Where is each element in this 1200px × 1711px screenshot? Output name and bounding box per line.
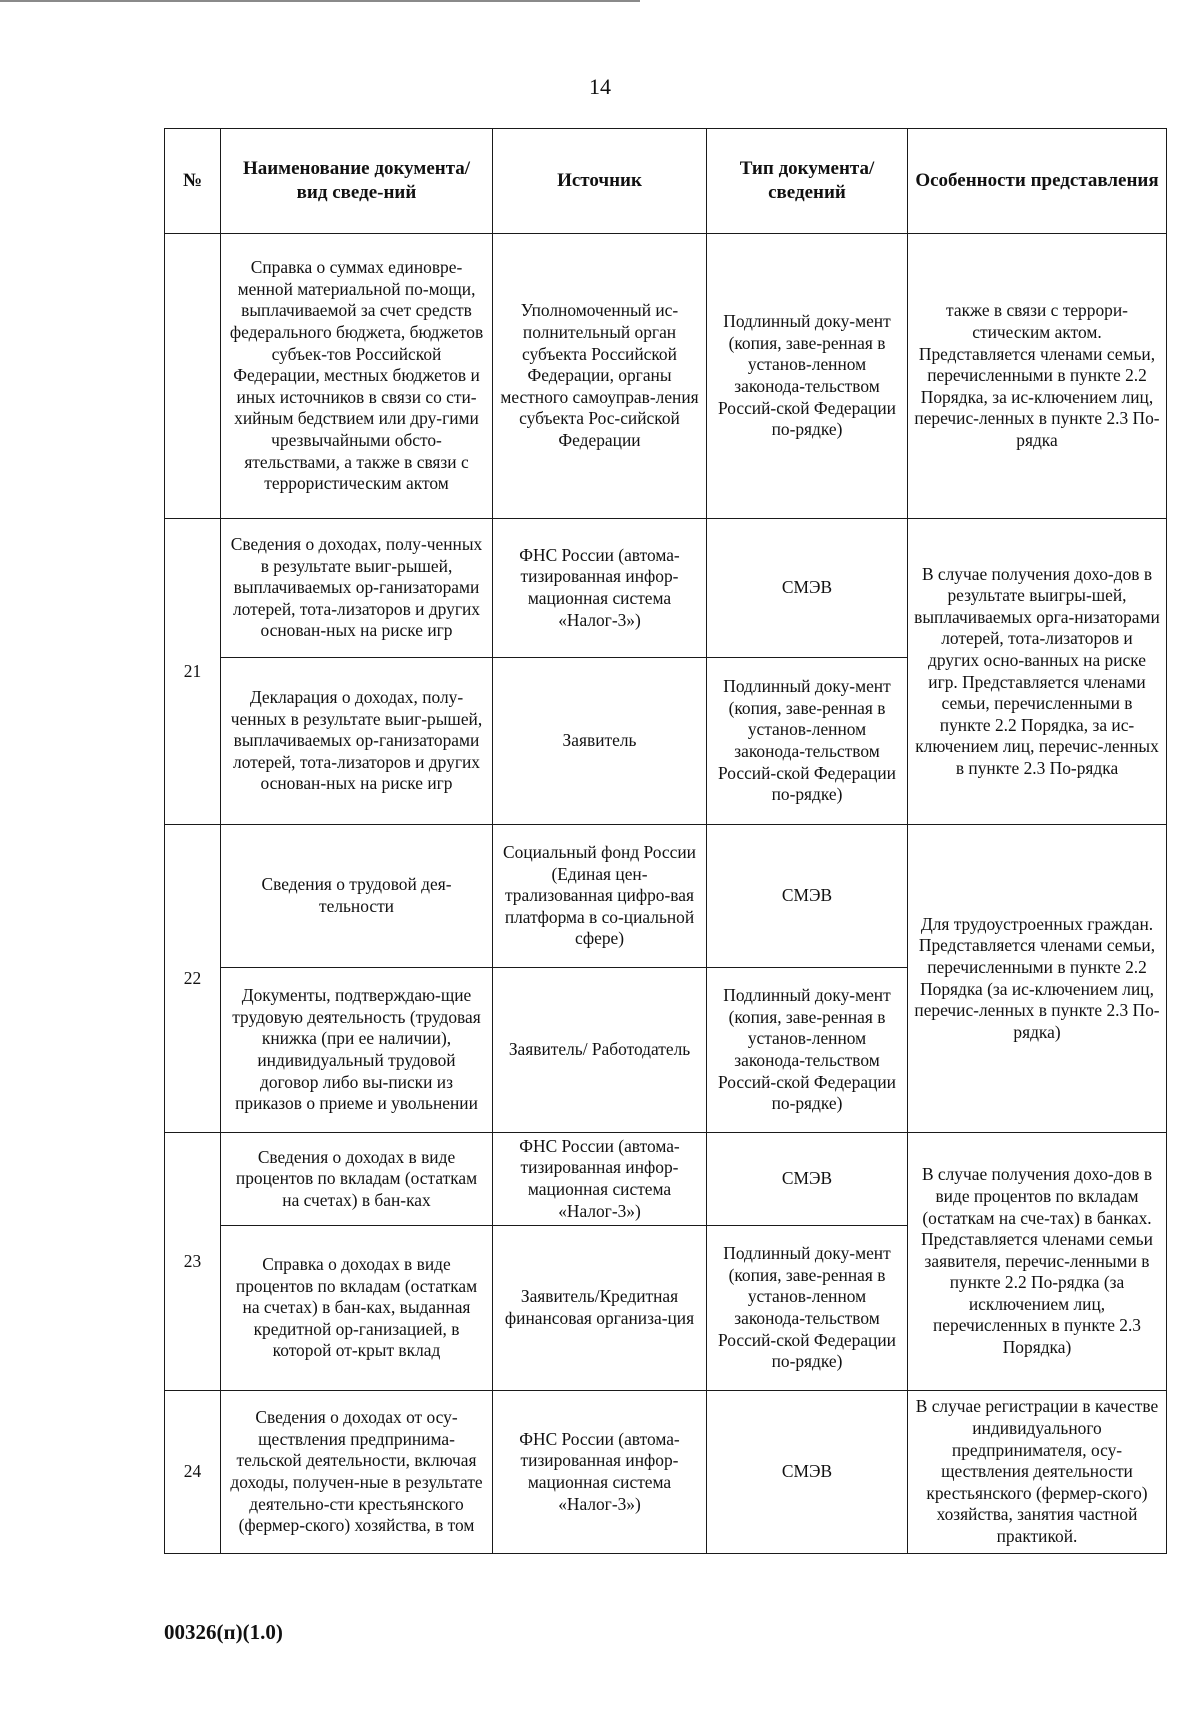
source-cell: Заявитель xyxy=(493,658,707,825)
document-type-cell: Подлинный доку-мент (копия, заве-ренная в установ-ленном законода-тельством Россий-ской Федерации по-рядке) xyxy=(707,1226,908,1391)
document-name-cell: Сведения о доходах от осу-ществления предпринима-тельской деятельности, включая доходы, получен-ные в результате деятельно-сти крестьянского (фермер-ского) хозяйства, в том xyxy=(221,1391,493,1554)
document-name-cell: Декларация о доходах, полу-ченных в результате выиг-рышей, выплачиваемых ор-ганизаторами лотерей, тота-лизаторов и других основан-ных на риске игр xyxy=(221,658,493,825)
table-header-row xyxy=(165,129,1167,234)
row-number-cell: 21 xyxy=(165,519,221,825)
source-cell: ФНС России (автома-тизированная инфор-мационная система «Налог-3») xyxy=(493,519,707,658)
features-cell: В случае получения дохо-дов в результате выигры-шей, выплачиваемых орга-низаторами лотерей, тота-лизаторов и других осно-ванных на риске игр. Представляется членами семьи, перечисленными в пункте 2.2 Порядка, за ис-ключением лиц, перечис-ленных в пункте 2.3 По-рядка xyxy=(908,519,1167,825)
table-row xyxy=(165,1391,1167,1554)
source-cell: ФНС России (автома-тизированная инфор-мационная система «Налог-3») xyxy=(493,1133,707,1226)
document-type-cell: СМЭВ xyxy=(707,825,908,968)
document-code: 00326(п)(1.0) xyxy=(164,1620,283,1644)
document-name-cell: Сведения о трудовой дея-тельности xyxy=(221,825,493,968)
row-number-cell: 22 xyxy=(165,825,221,1133)
scan-artifact-line xyxy=(0,0,640,2)
header-number: № xyxy=(165,129,221,234)
header-document-type: Тип документа/ сведений xyxy=(707,129,908,234)
source-cell: Социальный фонд России (Единая цен-трализованная цифро-вая платформа в со-циальной сфере) xyxy=(493,825,707,968)
document-name-cell: Сведения о доходах в виде процентов по вкладам (остаткам на счетах) в бан-ках xyxy=(221,1133,493,1226)
table-row xyxy=(165,1133,1167,1226)
document-type-cell: СМЭВ xyxy=(707,1133,908,1226)
document-name-cell: Документы, подтверждаю-щие трудовую деятельность (трудовая книжка (при ее наличии), индивидуальный трудовой договор либо вы-писки из приказов о приеме и увольнении xyxy=(221,968,493,1133)
table-row xyxy=(165,825,1167,968)
header-features: Особенности представления xyxy=(908,129,1167,234)
documents-table xyxy=(164,128,1167,1554)
features-cell: В случае регистрации в качестве индивидуального предпринимателя, осу-ществления деятельности крестьянского (фермер-ского) хозяйства, занятия частной практикой. xyxy=(908,1391,1167,1554)
page-number: 14 xyxy=(589,74,611,99)
source-cell: Заявитель/ Работодатель xyxy=(493,968,707,1133)
document-type-cell: Подлинный доку-мент (копия, заве-ренная в установ-ленном законода-тельством Россий-ской Федерации по-рядке) xyxy=(707,968,908,1133)
source-cell: Уполномоченный ис-полнительный орган субъекта Российской Федерации, органы местного самоуправ-ления субъекта Рос-сийской Федерации xyxy=(493,234,707,519)
table-row xyxy=(165,234,1167,519)
header-document-name: Наименование документа/ вид сведе-ний xyxy=(221,129,493,234)
table-row xyxy=(165,519,1167,658)
document-name-cell: Справка о доходах в виде процентов по вкладам (остаткам на счетах) в бан-ках, выданная кредитной ор-ганизацией, в которой от-крыт вклад xyxy=(221,1226,493,1391)
header-source: Источник xyxy=(493,129,707,234)
document-type-cell: СМЭВ xyxy=(707,1391,908,1554)
document-name-cell: Справка о суммах единовре-менной материальной по-мощи, выплачиваемой за счет средств федерального бюджета, бюджетов субъек-тов Российской Федерации, местных бюджетов и иных источников в связи со сти-хийным бедствием или дру-гими чрезвычайными обсто-ятельствами, а также в связи с террористическим актом xyxy=(221,234,493,519)
row-number-cell: 24 xyxy=(165,1391,221,1554)
document-type-cell: Подлинный доку-мент (копия, заве-ренная в установ-ленном законода-тельством Россий-ской Федерации по-рядке) xyxy=(707,658,908,825)
document-type-cell: СМЭВ xyxy=(707,519,908,658)
document-name-cell: Сведения о доходах, полу-ченных в результате выиг-рышей, выплачиваемых ор-ганизаторами лотерей, тота-лизаторов и других основан-ных на риске игр xyxy=(221,519,493,658)
features-cell: В случае получения дохо-дов в виде процентов по вкладам (остаткам на сче-тах) в банках. Представляется членами семьи заявителя, перечис-ленными в пункте 2.2 По-рядка (за исключением лиц, перечисленных в пункте 2.3 Порядка) xyxy=(908,1133,1167,1391)
row-number-cell: 23 xyxy=(165,1133,221,1391)
document-type-cell: Подлинный доку-мент (копия, заве-ренная в установ-ленном законода-тельством Россий-ской Федерации по-рядке) xyxy=(707,234,908,519)
source-cell: Заявитель/Кредитная финансовая организа-ция xyxy=(493,1226,707,1391)
features-cell: Для трудоустроенных граждан. Представляется членами семьи, перечисленными в пункте 2.2 Порядка (за ис-ключением лиц, перечис-ленных в пункте 2.3 По-рядка) xyxy=(908,825,1167,1133)
source-cell: ФНС России (автома-тизированная инфор-мационная система «Налог-3») xyxy=(493,1391,707,1554)
row-number-cell xyxy=(165,234,221,519)
features-cell: также в связи с террори-стическим актом. Представляется членами семьи, перечисленными в пункте 2.2 Порядка, за ис-ключением лиц, перечис-ленных в пункте 2.3 По-рядка xyxy=(908,234,1167,519)
